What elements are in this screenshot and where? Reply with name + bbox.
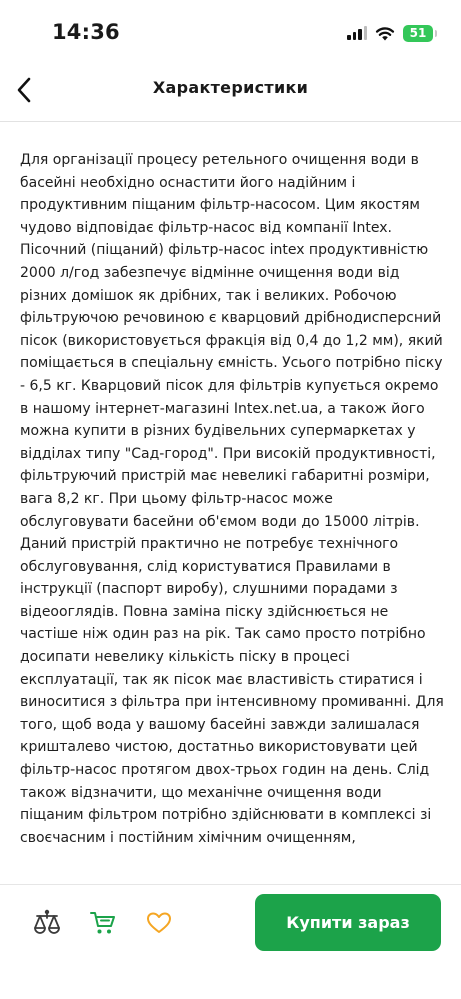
bottom-action-bar <box>0 884 461 999</box>
status-icons <box>347 24 433 42</box>
favorite-button[interactable] <box>143 907 175 939</box>
compare-button[interactable] <box>31 907 63 939</box>
buy-now-button[interactable]: Купити зараз <box>255 894 441 951</box>
cart-button[interactable] <box>87 907 119 939</box>
page-title: Характеристики <box>152 78 309 97</box>
description-text: Для організації процесу ретельного очищення води в басейні необхідно оснастити його надійним і продуктивним піщаним фільтр-насосом. Цим якостям чудово відповідає фільтр-насос від компанії Intex. Пісочний (піщаний) фільтр-насос intex продуктивністю 2000 л/год забезпечує відмінне очищення води від різних домішок як дрібних, так і великих. Робочою фільтруючою речовиною є кварцовий дрібнодисперсний пісок (використовується фракція від 0,4 до 1,2 мм), який поміщається в спеціальну ємність. Усього потрібно піску - 6,5 кг. Кварцовий пісок для фільтрів купується окремо в нашому інтернет-магазині Intex.net.ua, а також його можна купити в різних будівельних супермаркетах у відділах типу "Сад-город". При високій продуктивності, фільтруючий пристрій має невеликі габаритні розміри, вага 8,2 кг. При цьому фільтр-насос може обслуговувати басейни об'ємом води до 15000 літрів. Даний пристрій практично не потребує технічного обслуговування, слід користуватися Правилами в інструкції (паспорт виробу), слушними порадами з відеооглядів. Повна заміна піску здійснюється не частіше ніж один раз на рік. Так само просто потрібно досипати невелику кількість піску в процесі експлуатації, так як пісок має властивість стиратися і виноситися з фільтра при інтенсивному промиванні. Для того, щоб вода у вашому басейні завжди залишалася кришталево чистою, достатньо використовувати цей фільтр-насос протягом двох-трьох годин на день. Слід також відзначити, що механічне очищення води піщаним фільтром потрібно здійснювати в комплексі зі своєчасним і постійним хімічним очищенням, <box>20 152 444 846</box>
status-bar <box>0 0 461 60</box>
nav-bar <box>0 60 461 120</box>
wifi-icon <box>375 26 395 41</box>
status-time: 14:36 <box>52 20 120 44</box>
battery-icon: 51 <box>403 25 433 42</box>
header-divider <box>0 121 461 122</box>
heart-icon <box>146 911 172 935</box>
cellular-signal-icon <box>347 26 367 40</box>
cart-icon <box>89 910 117 936</box>
compare-scales-icon <box>32 909 62 937</box>
